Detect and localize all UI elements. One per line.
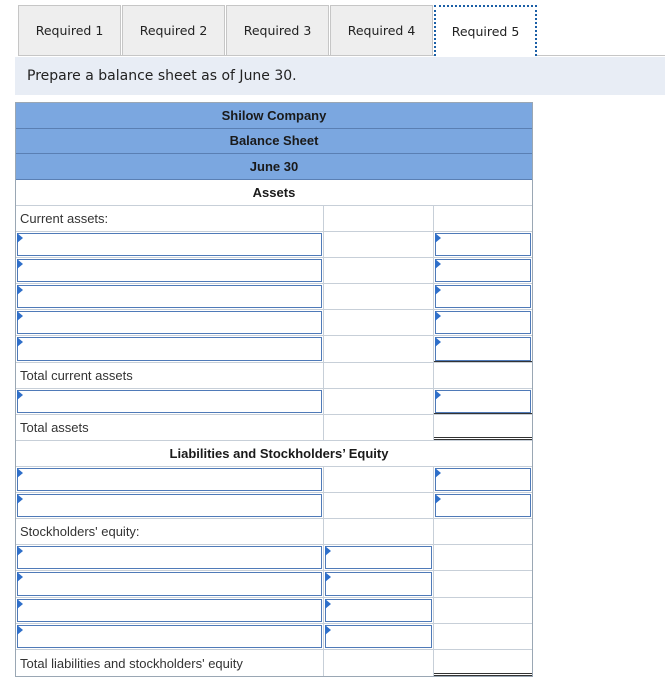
asset-account-input[interactable] xyxy=(17,233,322,256)
asset-amount-input[interactable] xyxy=(435,337,531,360)
total-current-assets-row xyxy=(16,363,532,389)
asset-row xyxy=(16,232,532,258)
total-liabilities-equity-row xyxy=(16,650,532,676)
asset-amount-input[interactable] xyxy=(435,285,531,308)
asset-amount-input[interactable] xyxy=(435,259,531,282)
total-underline xyxy=(434,673,532,676)
equity-amount-input[interactable] xyxy=(325,625,432,648)
tab-required-4[interactable]: Required 4 xyxy=(330,5,433,55)
tab-required-5[interactable]: Required 5 xyxy=(434,5,537,56)
tab-divider xyxy=(18,55,665,56)
balance-sheet xyxy=(15,102,533,677)
stockholders-equity-row xyxy=(16,519,532,545)
company-name: Shilow Company xyxy=(16,103,532,129)
assets-heading: Assets xyxy=(16,180,532,206)
asset-row xyxy=(16,389,532,415)
statement-date: June 30 xyxy=(16,154,532,180)
asset-row xyxy=(16,336,532,362)
tab-required-1[interactable]: Required 1 xyxy=(18,5,121,55)
current-assets-row xyxy=(16,206,532,232)
total-current-assets-label: Total current assets xyxy=(20,367,133,383)
equity-row xyxy=(16,545,532,571)
equity-account-input[interactable] xyxy=(17,572,322,595)
liability-account-input[interactable] xyxy=(17,468,322,491)
asset-row xyxy=(16,258,532,284)
equity-row xyxy=(16,598,532,624)
tab-required-2[interactable]: Required 2 xyxy=(122,5,225,55)
equity-amount-input[interactable] xyxy=(325,546,432,569)
liability-row xyxy=(16,493,532,519)
asset-account-input[interactable] xyxy=(17,285,322,308)
equity-row xyxy=(16,571,532,597)
asset-amount-input[interactable] xyxy=(435,233,531,256)
asset-amount-input[interactable] xyxy=(435,311,531,334)
subtotal-line xyxy=(434,361,532,362)
asset-account-input[interactable] xyxy=(17,337,322,360)
equity-amount-input[interactable] xyxy=(325,572,432,595)
asset-account-input[interactable] xyxy=(17,259,322,282)
subtotal-line xyxy=(434,413,532,414)
instruction: Prepare a balance sheet as of June 30. xyxy=(15,57,665,95)
equity-account-input[interactable] xyxy=(17,546,322,569)
tab-required-3[interactable]: Required 3 xyxy=(226,5,329,55)
total-liabilities-equity-label: Total liabilities and stockholders' equity xyxy=(20,655,243,671)
asset-row xyxy=(16,310,532,336)
total-assets-label: Total assets xyxy=(20,420,89,436)
asset-amount-input[interactable] xyxy=(435,390,531,413)
liabilities-equity-heading: Liabilities and Stockholders’ Equity xyxy=(16,441,532,467)
equity-account-input[interactable] xyxy=(17,599,322,622)
statement-title: Balance Sheet xyxy=(16,129,532,155)
liability-account-input[interactable] xyxy=(17,494,322,517)
current-assets-label: Current assets: xyxy=(20,210,109,226)
equity-account-input[interactable] xyxy=(17,625,322,648)
stockholders-equity-label: Stockholders' equity: xyxy=(20,524,140,540)
equity-row xyxy=(16,624,532,650)
equity-amount-input[interactable] xyxy=(325,599,432,622)
liability-amount-input[interactable] xyxy=(435,494,531,517)
total-underline xyxy=(434,437,532,440)
tab-bar xyxy=(18,5,538,56)
liability-row xyxy=(16,467,532,493)
asset-account-input[interactable] xyxy=(17,390,322,413)
total-assets-row xyxy=(16,415,532,441)
asset-account-input[interactable] xyxy=(17,311,322,334)
liability-amount-input[interactable] xyxy=(435,468,531,491)
asset-row xyxy=(16,284,532,310)
